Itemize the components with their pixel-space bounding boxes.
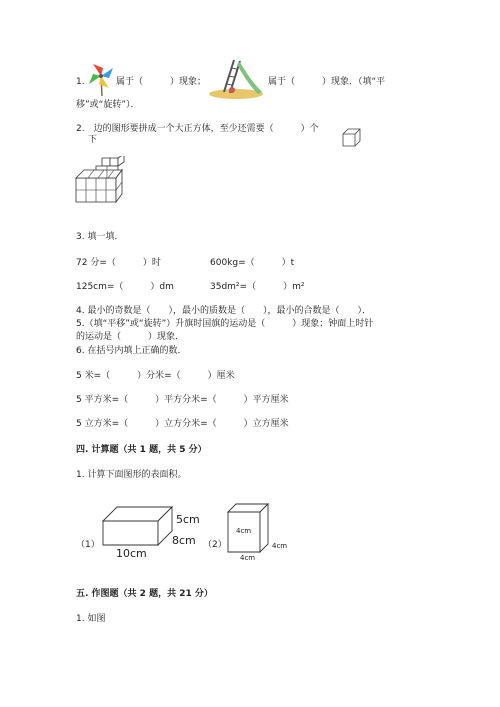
fig2-side-label: 4cm (272, 542, 288, 550)
q1-part-b: 属于（ ）现象．（填“平 (268, 77, 386, 87)
section5-heading: 五. 作图题（共 2 题，共 21 分） (76, 589, 213, 599)
fig2-label: （2） (203, 540, 227, 550)
q1-number: 1. (76, 77, 85, 87)
q1-line2: 移”或“旋转”）． (76, 100, 140, 110)
cuboid-figure (102, 505, 174, 547)
section5-q1: 1. 如图 (76, 614, 106, 624)
fig1-label: （1） (76, 540, 100, 550)
q3-title: 3. 填一填． (76, 232, 124, 242)
q2-line1: 2. 边的图形要拼成一个大正方体，至少还需要（ ）个 (76, 124, 319, 134)
q3-row1-b: 600kg=（ ）t (210, 258, 295, 268)
q1-part-a: 属于（ ）现象； (116, 77, 207, 87)
q5-line1: 5.（填“平移”或“旋转”）升旗时国旗的运动是（ ）现象；钟面上时针 (76, 319, 374, 329)
q6-row3: 5 立方米=（ ）立方分米=（ ）立方厘米 (76, 419, 289, 429)
section4-q1: 1. 计算下面图形的表面积。 (76, 470, 187, 480)
fig2-front-label: 4cm (236, 527, 252, 535)
q3-row1-a: 72 分=（ ）时 (76, 258, 161, 268)
fig1-length-label: 10cm (116, 547, 147, 560)
q3-row2-a: 125cm=（ ）dm (76, 282, 174, 292)
fig2-bottom-label: 4cm (240, 554, 256, 562)
q4-text: 4. 最小的奇数是（ ），最小的质数是（ ），最小的合数是（ ）． (76, 306, 371, 316)
slide-icon (208, 56, 264, 100)
q3-row2-b: 35dm²=（ ）m² (210, 282, 305, 292)
q6-row2: 5 平方米=（ ）平方分米=（ ）平方厘米 (76, 395, 289, 405)
section4-heading: 四. 计算题（共 1 题，共 5 分） (76, 445, 207, 455)
pinwheel-icon (87, 62, 115, 96)
q2-line2: 下 (88, 135, 98, 145)
fig1-width-label: 8cm (172, 534, 196, 547)
q5-line2: 的运动是（ ）现象． (76, 332, 185, 342)
cube-stack-figure (74, 156, 126, 204)
q6-title: 6. 在括号内填上正确的数． (76, 346, 187, 356)
fig1-height-label: 5cm (176, 513, 200, 526)
small-cube-icon (342, 128, 362, 148)
q6-row1: 5 米=（ ）分米=（ ）厘米 (76, 371, 235, 381)
